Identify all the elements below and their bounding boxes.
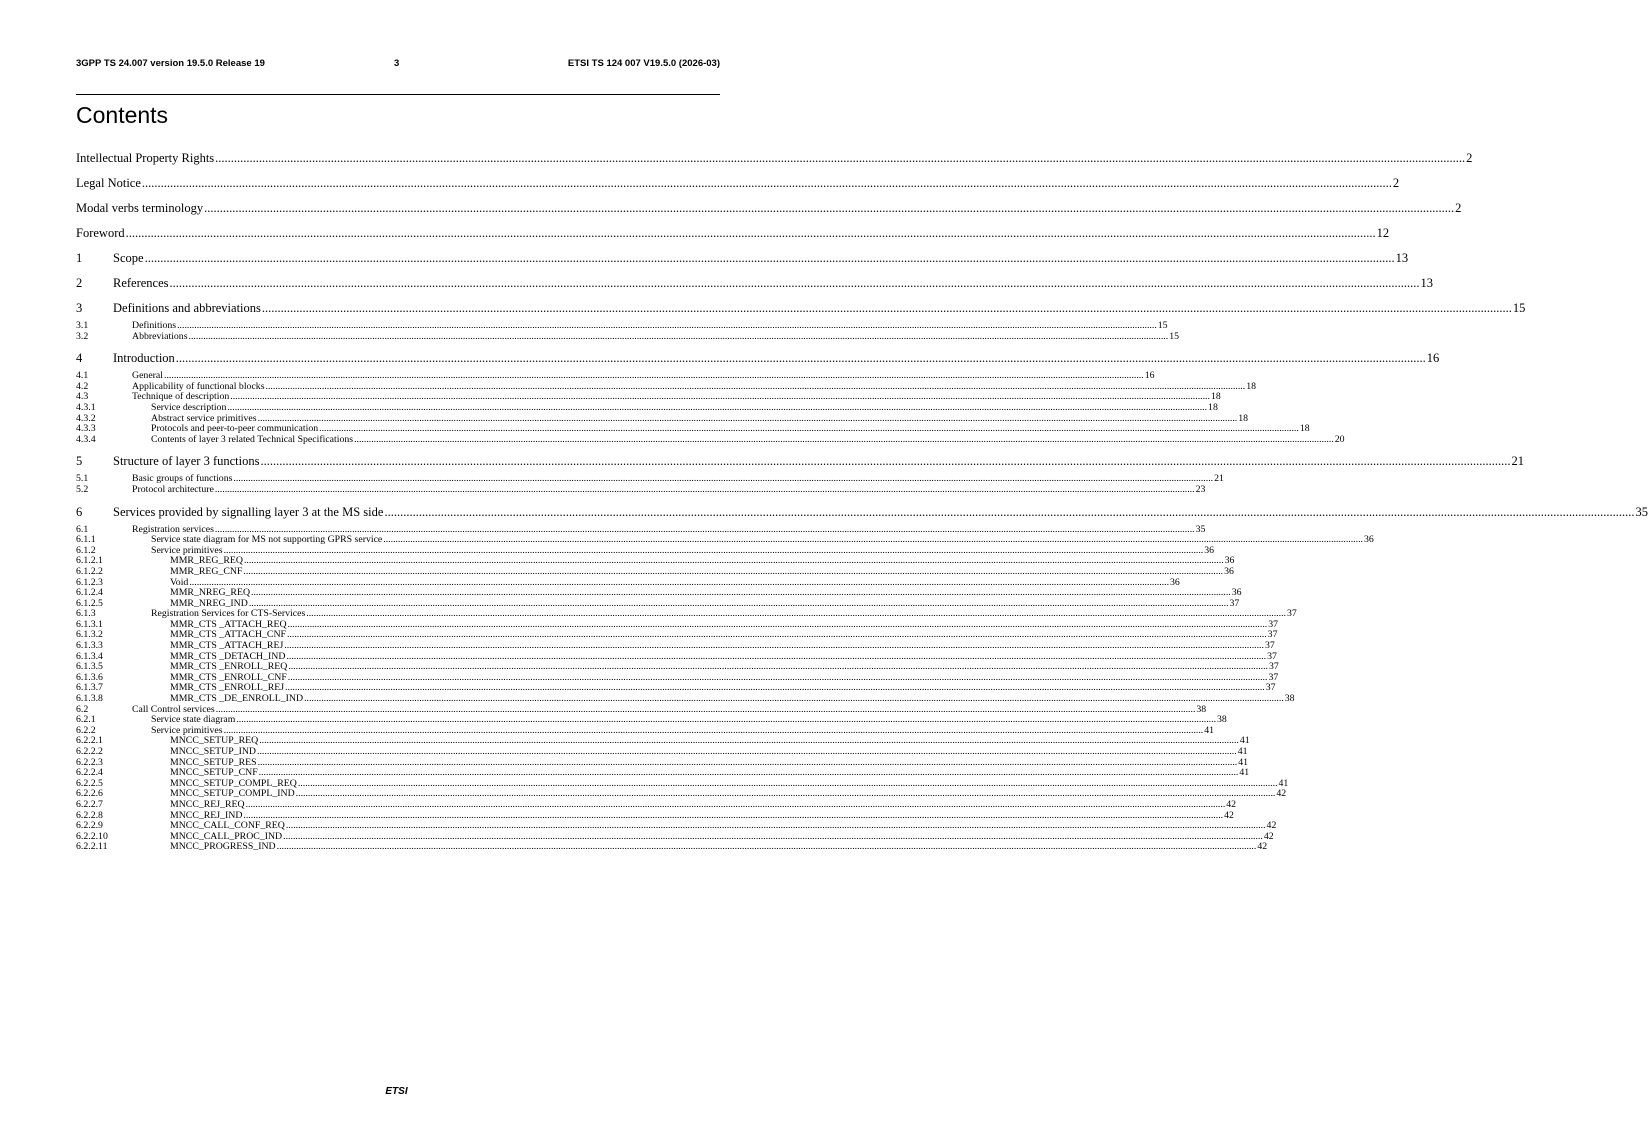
toc-entry-title: MMR_CTS _ENROLL_CNF — [170, 671, 287, 683]
toc-entry-number: 6.1.2.4 — [76, 587, 103, 599]
toc-entry-page: 37 — [1268, 618, 1279, 630]
page-footer: ETSI — [385, 1086, 408, 1097]
toc-entry-page: 2 — [1392, 176, 1400, 190]
toc-entry-page: 18 — [1238, 412, 1249, 424]
toc-leader-dots: ................................................................................................................................................................................................................................................................................................................................................................................................................ — [243, 565, 1224, 577]
toc-entry-number: 6.2.2.11 — [76, 841, 108, 853]
toc-entry-number: 4.3.4 — [76, 433, 96, 445]
toc-leader-dots: ................................................................................................................................................................................................................................................................................................................................................................................................................ — [306, 608, 1286, 620]
toc-entry-number: 6.1.3.6 — [76, 671, 103, 683]
toc-entry-title: MMR_CTS _DETACH_IND — [170, 650, 286, 662]
toc-entry-page: 37 — [1229, 597, 1240, 609]
toc-entry-page: 15 — [1157, 320, 1168, 331]
toc-entry-number: 6.2.2.8 — [76, 809, 103, 821]
toc-entry-number: 6.1.3.4 — [76, 650, 103, 662]
toc-leader-dots: ................................................................................................................................................................................................................................................................................................................................................................................................................ — [175, 351, 1426, 366]
toc-leader-dots: ................................................................................................................................................................................................................................................................................................................................................................................................................ — [260, 454, 1511, 469]
toc-leader-dots: ................................................................................................................................................................................................................................................................................................................................................................................................................ — [223, 724, 1204, 736]
toc-entry-title: References — [113, 276, 169, 290]
toc-entry-title: MMR_NREG_IND — [170, 597, 248, 609]
toc-entry-page: 13 — [1395, 251, 1409, 265]
toc-leader-dots: ................................................................................................................................................................................................................................................................................................................................................................................................................ — [288, 661, 1268, 673]
toc-entry-number: 6.2.2.5 — [76, 777, 103, 789]
toc-entry-title: MNCC_SETUP_CNF — [170, 767, 258, 779]
toc-leader-dots: ................................................................................................................................................................................................................................................................................................................................................................................................................ — [286, 629, 1267, 641]
toc-entry-number: 6.2.2.7 — [76, 798, 103, 810]
toc-entry-page: 36 — [1204, 544, 1215, 556]
toc-entry-page: 42 — [1266, 820, 1277, 832]
toc-entry-title: MNCC_SETUP_IND — [170, 746, 257, 757]
toc-entry-title: Registration services — [132, 523, 214, 535]
toc-entry-title: MMR_CTS _ATTACH_REJ — [170, 640, 284, 652]
toc-entry-number: 5.1 — [76, 473, 89, 485]
toc-entry-page: 23 — [1195, 483, 1206, 495]
toc-leader-dots: ................................................................................................................................................................................................................................................................................................................................................................................................................ — [243, 555, 1224, 567]
toc-entry-number: 5 — [76, 454, 83, 469]
toc-entry-title: MNCC_SETUP_RES — [170, 756, 257, 768]
toc-entry-page: 12 — [1376, 226, 1390, 240]
toc-entry-page: 41 — [1237, 746, 1248, 757]
toc-leader-dots: ................................................................................................................................................................................................................................................................................................................................................................................................................ — [257, 756, 1238, 768]
toc-entry-page: 42 — [1224, 809, 1234, 821]
toc-entry-page: 38 — [1196, 703, 1207, 715]
toc-entry-title: Service state diagram for MS not supporting GPRS service — [151, 534, 383, 546]
toc-leader-dots: ................................................................................................................................................................................................................................................................................................................................................................................................................ — [233, 473, 1214, 485]
toc-entry-title: Void — [170, 576, 189, 588]
toc-entry-title: MMR_CTS _ATTACH_REQ — [170, 618, 287, 630]
toc-leader-dots: ................................................................................................................................................................................................................................................................................................................................................................................................................ — [189, 576, 1170, 588]
toc-entry-number: 6.2.2 — [76, 724, 96, 736]
toc-entry-page: 38 — [1284, 693, 1295, 705]
toc-entry[interactable] — [76, 271, 1434, 296]
toc-leader-dots: ................................................................................................................................................................................................................................................................................................................................................................................................................ — [319, 423, 1299, 435]
toc-leader-dots: ................................................................................................................................................................................................................................................................................................................................................................................................................ — [214, 483, 1195, 495]
toc-entry-page: 20 — [1334, 433, 1345, 445]
toc-entry-page: 21 — [1214, 473, 1224, 485]
toc-entry-number: 6.2.1 — [76, 714, 96, 726]
toc-entry-number: 5.2 — [76, 483, 89, 495]
toc-entry-title: Service primitives — [151, 544, 223, 556]
toc-entry-number: 6.2.2.6 — [76, 788, 103, 800]
toc-entry-number: 6.1 — [76, 523, 89, 535]
toc-leader-dots: ................................................................................................................................................................................................................................................................................................................................................................................................................ — [304, 693, 1284, 705]
toc-leader-dots: ................................................................................................................................................................................................................................................................................................................................................................................................................ — [297, 777, 1278, 789]
toc-entry-title: Introduction — [113, 351, 175, 366]
header-rule — [76, 94, 720, 95]
toc-entry-number: 6.2.2.10 — [76, 830, 108, 842]
toc-leader-dots: ................................................................................................................................................................................................................................................................................................................................................................................................................ — [204, 201, 1455, 215]
toc-entry-number: 4.3 — [76, 391, 89, 403]
toc-entry-page: 35 — [1635, 504, 1648, 519]
toc-leader-dots: ................................................................................................................................................................................................................................................................................................................................................................................................................ — [286, 650, 1267, 662]
toc-entry-title: Call Control services — [132, 703, 215, 715]
toc-entry-title: MNCC_REJ_IND — [170, 809, 243, 821]
toc-leader-dots: ................................................................................................................................................................................................................................................................................................................................................................................................................ — [295, 788, 1276, 800]
table-of-contents — [76, 146, 1648, 853]
toc-leader-dots: ................................................................................................................................................................................................................................................................................................................................................................................................................ — [215, 703, 1196, 715]
toc-leader-dots: ................................................................................................................................................................................................................................................................................................................................................................................................................ — [261, 301, 1512, 315]
toc-entry-number: 6.1.3.5 — [76, 661, 103, 673]
toc-leader-dots: ................................................................................................................................................................................................................................................................................................................................................................................................................ — [285, 682, 1265, 694]
toc-entry-title: Basic groups of functions — [132, 473, 233, 485]
toc-entry-title: MMR_REG_REQ — [170, 555, 243, 567]
toc-entry-number: 4.1 — [76, 370, 89, 382]
toc-entry-page: 41 — [1239, 735, 1250, 747]
toc-entry-page: 41 — [1278, 777, 1289, 789]
toc-entry-page: 18 — [1299, 423, 1310, 435]
toc-entry[interactable] — [76, 330, 1179, 343]
toc-entry-title: MMR_NREG_REQ — [170, 587, 251, 599]
toc-entry[interactable] — [76, 565, 1234, 578]
toc-entry-number: 6.1.1 — [76, 534, 96, 546]
toc-entry-title: MNCC_SETUP_COMPL_IND — [170, 788, 295, 800]
toc-entry-title: MNCC_SETUP_COMPL_REQ — [170, 777, 297, 789]
toc-entry-number: 6.2.2.3 — [76, 756, 103, 768]
toc-entry-page: 2 — [1455, 201, 1462, 215]
toc-entry-title: Legal Notice — [76, 176, 141, 190]
toc-entry-page: 36 — [1224, 565, 1234, 577]
toc-entry-number: 6.1.3.8 — [76, 693, 103, 705]
toc-entry-page: 42 — [1257, 841, 1268, 853]
toc-entry-page: 36 — [1170, 576, 1180, 588]
toc-entry-number: 3.2 — [76, 330, 89, 342]
toc-entry-number: 6.1.2.3 — [76, 576, 103, 588]
toc-entry-title: Foreword — [76, 226, 125, 240]
toc-entry-title: Abstract service primitives — [151, 412, 257, 424]
toc-leader-dots: ................................................................................................................................................................................................................................................................................................................................................................................................................ — [283, 830, 1263, 842]
toc-entry-number: 6.2.2.2 — [76, 746, 103, 757]
toc-entry-title: Definitions and abbreviations — [113, 301, 261, 315]
toc-entry-number: 4.2 — [76, 380, 89, 392]
toc-leader-dots: ................................................................................................................................................................................................................................................................................................................................................................................................................ — [354, 433, 1334, 445]
toc-entry-number: 6.1.3.1 — [76, 618, 103, 630]
header-spec-version: 3GPP TS 24.007 version 19.5.0 Release 19 — [76, 58, 265, 69]
toc-entry-page: 18 — [1246, 380, 1256, 392]
toc-leader-dots: ................................................................................................................................................................................................................................................................................................................................................................................................................ — [276, 841, 1257, 853]
toc-entry[interactable] — [76, 449, 1524, 474]
toc-leader-dots: ................................................................................................................................................................................................................................................................................................................................................................................................................ — [257, 746, 1237, 757]
toc-entry-page: 37 — [1268, 671, 1279, 683]
toc-entry-number: 6.1.3.3 — [76, 640, 103, 652]
toc-entry-title: MNCC_CALL_CONF_REQ — [170, 820, 285, 832]
toc-entry-page: 2 — [1466, 151, 1473, 165]
toc-entry-title: MMR_REG_CNF — [170, 565, 243, 577]
toc-leader-dots: ................................................................................................................................................................................................................................................................................................................................................................................................................ — [245, 798, 1226, 810]
toc-entry[interactable] — [76, 500, 1648, 525]
toc-entry[interactable] — [76, 320, 1168, 332]
toc-leader-dots: ................................................................................................................................................................................................................................................................................................................................................................................................................ — [177, 320, 1157, 331]
toc-entry-number: 1 — [76, 251, 83, 265]
toc-entry-page: 38 — [1217, 714, 1227, 726]
header-etsi-reference: ETSI TS 124 007 V19.5.0 (2026-03) — [567, 58, 720, 69]
toc-leader-dots: ................................................................................................................................................................................................................................................................................................................................................................................................................ — [243, 809, 1224, 821]
toc-entry-number: 4 — [76, 351, 83, 366]
toc-entry-number: 3.1 — [76, 320, 89, 331]
header-page-number: 3 — [394, 58, 400, 69]
toc-entry-title: MMR_CTS _ATTACH_CNF — [170, 629, 286, 641]
toc-entry-title: Modal verbs terminology — [76, 201, 204, 215]
toc-entry-title: Structure of layer 3 functions — [113, 454, 260, 469]
toc-entry-number: 3 — [76, 301, 83, 315]
toc-entry-number: 4.3.3 — [76, 423, 96, 435]
toc-entry-title: Technique of description — [132, 391, 230, 403]
toc-entry-page: 21 — [1511, 454, 1524, 469]
toc-entry[interactable] — [76, 346, 1440, 371]
toc-entry-number: 6.1.3 — [76, 608, 96, 620]
toc-entry-page: 42 — [1263, 830, 1274, 842]
toc-entry-title: Applicability of functional blocks — [132, 380, 265, 392]
toc-entry-title: MNCC_PROGRESS_IND — [170, 841, 276, 853]
toc-entry-page: 15 — [1169, 330, 1179, 342]
toc-entry-number: 2 — [76, 276, 83, 290]
toc-entry-number: 6.1.2 — [76, 544, 96, 556]
toc-entry-number: 6.1.2.2 — [76, 565, 103, 577]
toc-leader-dots: ................................................................................................................................................................................................................................................................................................................................................................................................................ — [227, 401, 1208, 413]
toc-entry-title: Service state diagram — [151, 714, 236, 726]
toc-entry-page: 36 — [1363, 534, 1374, 546]
toc-entry-number: 6 — [76, 504, 83, 519]
toc-entry-page: 37 — [1267, 650, 1277, 662]
toc-leader-dots: ................................................................................................................................................................................................................................................................................................................................................................................................................ — [258, 767, 1239, 779]
toc-entry-number: 6.1.2.5 — [76, 597, 103, 609]
toc-entry-page: 37 — [1267, 629, 1278, 641]
toc-entry-title: MNCC_REJ_REQ — [170, 798, 245, 810]
toc-entry[interactable] — [76, 221, 1390, 246]
toc-entry-number: 4.3.2 — [76, 412, 96, 424]
toc-entry[interactable] — [76, 196, 1462, 221]
toc-leader-dots: ................................................................................................................................................................................................................................................................................................................................................................................................................ — [287, 671, 1268, 683]
toc-leader-dots: ................................................................................................................................................................................................................................................................................................................................................................................................................ — [164, 370, 1144, 382]
toc-entry-number: 6.2.2.1 — [76, 735, 103, 747]
toc-leader-dots: ................................................................................................................................................................................................................................................................................................................................................................................................................ — [287, 618, 1268, 630]
toc-entry-page: 41 — [1238, 756, 1249, 768]
toc-entry[interactable] — [76, 401, 1218, 414]
toc-entry-page: 37 — [1265, 682, 1276, 694]
toc-leader-dots: ................................................................................................................................................................................................................................................................................................................................................................................................................ — [285, 820, 1266, 832]
toc-entry[interactable] — [76, 798, 1237, 811]
toc-leader-dots: ................................................................................................................................................................................................................................................................................................................................................................................................................ — [141, 176, 1392, 190]
toc-entry-page: 37 — [1286, 608, 1297, 620]
toc-leader-dots: ................................................................................................................................................................................................................................................................................................................................................................................................................ — [236, 714, 1217, 726]
toc-entry-title: Scope — [113, 251, 144, 265]
toc-entry[interactable] — [76, 246, 1409, 271]
toc-entry-title: Definitions — [132, 320, 177, 331]
toc-entry-page: 18 — [1210, 391, 1221, 403]
toc-entry-page: 37 — [1269, 661, 1279, 673]
toc-entry[interactable] — [76, 841, 1268, 853]
toc-entry-page: 37 — [1264, 640, 1275, 652]
page-header — [76, 56, 720, 72]
toc-entry[interactable] — [76, 296, 1526, 321]
toc-entry-title: Service primitives — [151, 724, 223, 736]
toc-leader-dots: ................................................................................................................................................................................................................................................................................................................................................................................................................ — [257, 412, 1238, 424]
toc-entry-title: MNCC_SETUP_REQ — [170, 735, 259, 747]
toc-entry-title: MNCC_CALL_PROC_IND — [170, 830, 283, 842]
toc-entry-title: MMR_CTS _ENROLL_REJ — [170, 682, 285, 694]
toc-entry-number: 6.1.3.2 — [76, 629, 103, 641]
toc-entry-page: 36 — [1231, 587, 1242, 599]
toc-leader-dots: ................................................................................................................................................................................................................................................................................................................................................................................................................ — [265, 380, 1246, 392]
toc-entry-page: 42 — [1276, 788, 1287, 800]
toc-entry-title: Registration Services for CTS-Services — [151, 608, 306, 620]
toc-entry[interactable] — [76, 171, 1400, 196]
toc-entry-title: MMR_CTS _DE_ENROLL_IND — [170, 693, 304, 705]
toc-leader-dots: ................................................................................................................................................................................................................................................................................................................................................................................................................ — [384, 504, 1635, 519]
toc-entry-page: 16 — [1144, 370, 1155, 382]
toc-leader-dots: ................................................................................................................................................................................................................................................................................................................................................................................................................ — [383, 534, 1363, 546]
toc-entry-title: Abbreviations — [132, 330, 188, 342]
toc-leader-dots: ................................................................................................................................................................................................................................................................................................................................................................................................................ — [259, 735, 1239, 747]
toc-leader-dots: ................................................................................................................................................................................................................................................................................................................................................................................................................ — [188, 330, 1169, 342]
toc-entry-number: 4.3.1 — [76, 401, 96, 413]
toc-entry-number: 6.1.3.7 — [76, 682, 103, 694]
toc-leader-dots: ................................................................................................................................................................................................................................................................................................................................................................................................................ — [169, 276, 1420, 290]
toc-entry-title: Services provided by signalling layer 3 at the MS side — [113, 504, 384, 519]
toc-entry[interactable] — [76, 746, 1248, 758]
toc-leader-dots: ................................................................................................................................................................................................................................................................................................................................................................................................................ — [230, 391, 1210, 403]
toc-entry-title: Service description — [151, 401, 227, 413]
toc-entry-title: Protocols and peer-to-peer communication — [151, 423, 319, 435]
toc-entry[interactable] — [76, 483, 1206, 496]
toc-leader-dots: ................................................................................................................................................................................................................................................................................................................................................................................................................ — [248, 597, 1229, 609]
toc-leader-dots: ................................................................................................................................................................................................................................................................................................................................................................................................................ — [251, 587, 1231, 599]
toc-entry-page: 36 — [1224, 555, 1235, 567]
toc-entry-title: Intellectual Property Rights — [76, 151, 215, 165]
toc-entry-number: 6.2 — [76, 703, 89, 715]
toc-entry-page: 15 — [1512, 301, 1526, 315]
toc-entry-title: Contents of layer 3 related Technical Specifications — [151, 433, 354, 445]
toc-entry[interactable] — [76, 433, 1345, 446]
toc-entry-title: General — [132, 370, 164, 382]
toc-leader-dots: ................................................................................................................................................................................................................................................................................................................................................................................................................ — [144, 251, 1395, 265]
toc-entry-page: 16 — [1426, 351, 1440, 366]
toc-entry-page: 41 — [1204, 724, 1215, 736]
toc-leader-dots: ................................................................................................................................................................................................................................................................................................................................................................................................................ — [214, 523, 1195, 535]
toc-entry-title: MMR_CTS _ENROLL_REQ — [170, 661, 288, 673]
toc-entry-page: 35 — [1195, 523, 1206, 535]
toc-entry[interactable] — [76, 146, 1473, 171]
toc-entry-page: 41 — [1239, 767, 1250, 779]
page-title: Contents — [76, 102, 169, 128]
toc-entry-number: 6.2.2.9 — [76, 820, 103, 832]
toc-leader-dots: ................................................................................................................................................................................................................................................................................................................................................................................................................ — [215, 151, 1466, 165]
toc-entry-page: 18 — [1208, 401, 1218, 413]
toc-entry-page: 13 — [1420, 276, 1434, 290]
toc-leader-dots: ................................................................................................................................................................................................................................................................................................................................................................................................................ — [223, 544, 1204, 556]
toc-leader-dots: ................................................................................................................................................................................................................................................................................................................................................................................................................ — [284, 640, 1264, 652]
toc-leader-dots: ................................................................................................................................................................................................................................................................................................................................................................................................................ — [125, 226, 1376, 240]
toc-entry-title: Protocol architecture — [132, 483, 214, 495]
toc-entry-page: 42 — [1226, 798, 1237, 810]
toc-entry-number: 6.1.2.1 — [76, 555, 103, 567]
toc-entry-number: 6.2.2.4 — [76, 767, 103, 779]
